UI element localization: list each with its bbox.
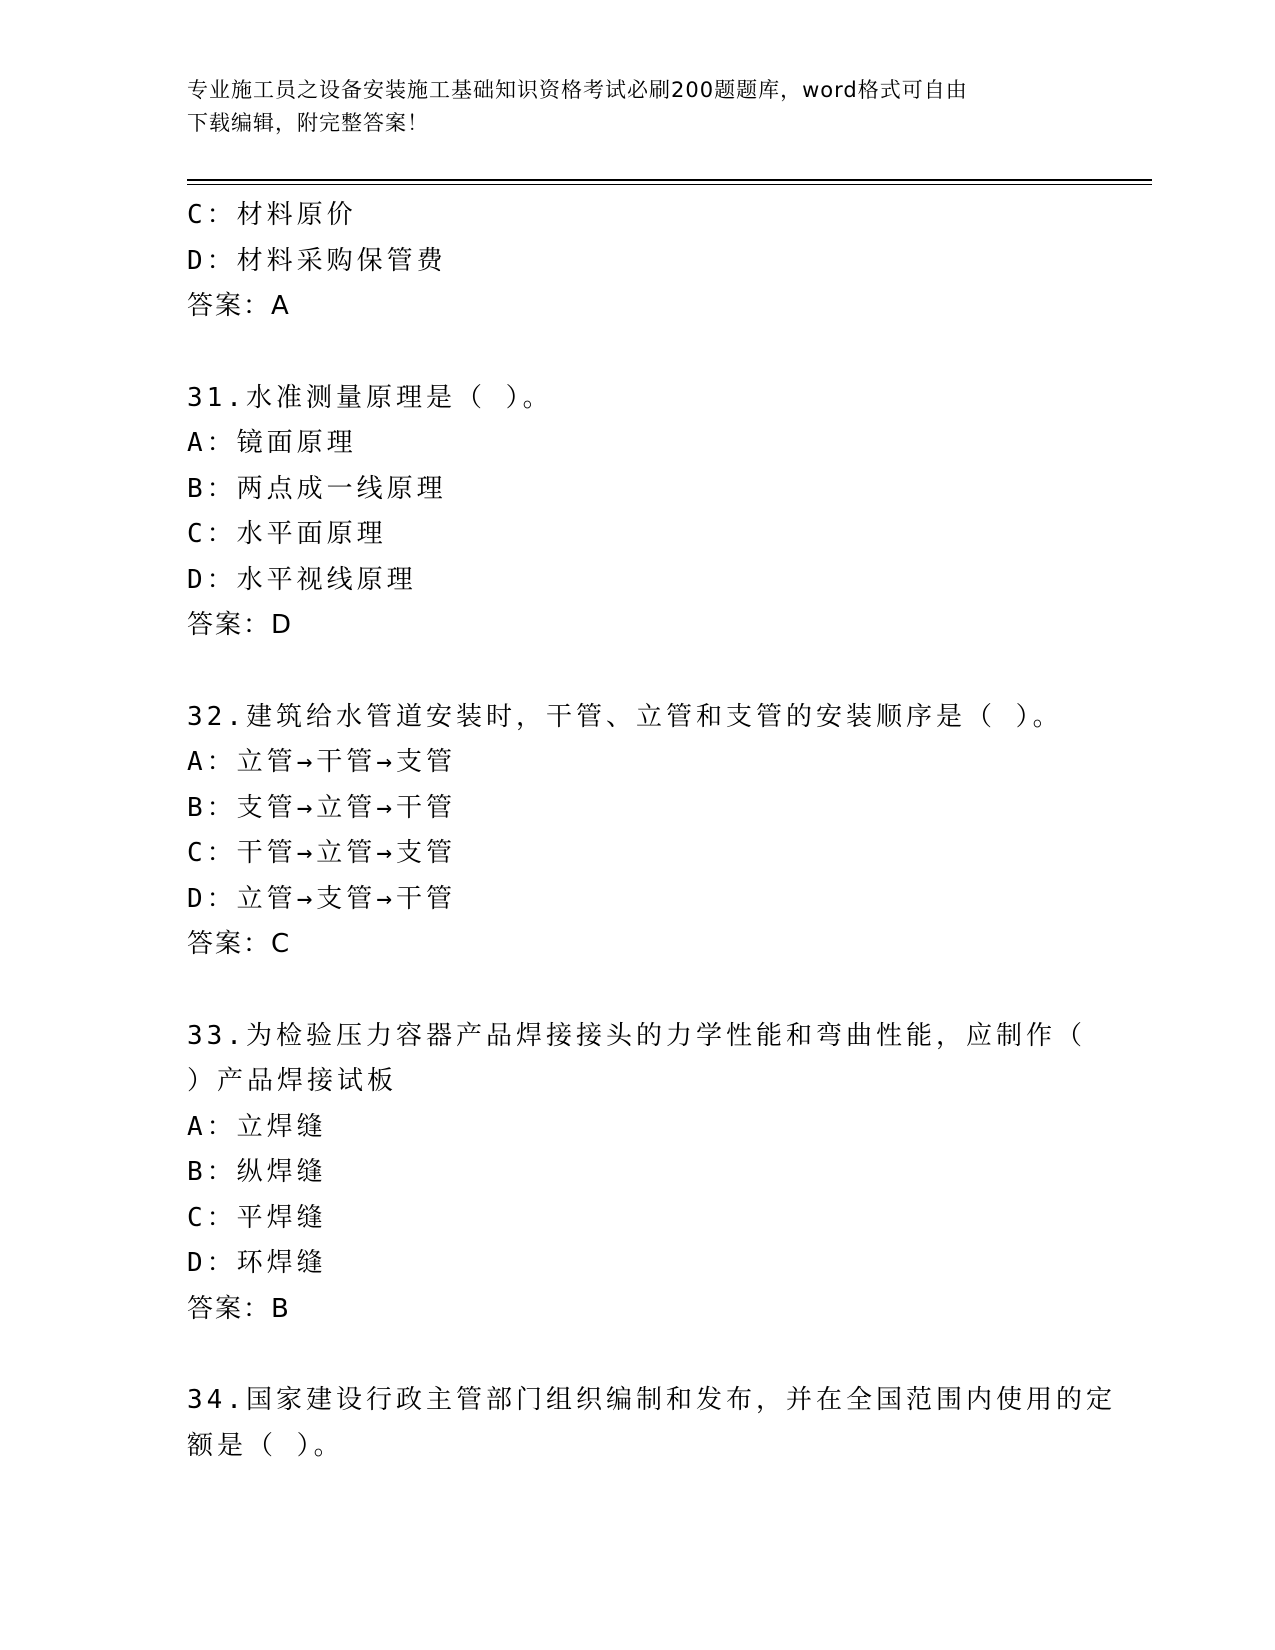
option-d: D：水平视线原理 <box>187 564 417 595</box>
option-d: D：立管→支管→干管 <box>187 883 456 914</box>
option-d: D：环焊缝 <box>187 1248 327 1278</box>
header-line-2: 下载编辑，附完整答案！ <box>187 111 429 135</box>
option-a: A：立管→干管→支管 <box>187 747 456 777</box>
question-stem: 31.水准测量原理是（ ）。 <box>187 382 553 413</box>
option-d: D：材料采购保管费 <box>187 245 447 276</box>
document-body <box>187 193 1116 1469</box>
option-b: B：两点成一线原理 <box>187 473 447 504</box>
answer: 答案：A <box>187 291 291 321</box>
option-a: A：镜面原理 <box>187 428 357 458</box>
option-b: B：纵焊缝 <box>187 1157 327 1187</box>
question-31 <box>187 376 1087 649</box>
document-header <box>187 74 1067 140</box>
option-c: C：水平面原理 <box>187 519 387 549</box>
question-34 <box>187 1378 1116 1469</box>
answer: 答案：D <box>187 610 294 640</box>
question-stem: 34.国家建设行政主管部门组织编制和发布，并在全国范围内使用的定 <box>187 1385 1116 1415</box>
question-33 <box>187 1014 1087 1333</box>
answer: 答案：C <box>187 929 292 959</box>
option-b: B：支管→立管→干管 <box>187 792 456 823</box>
option-c: C：干管→立管→支管 <box>187 838 456 868</box>
question-32 <box>187 695 1087 968</box>
option-c: C：材料原价 <box>187 200 357 230</box>
header-divider-bottom <box>187 184 1152 185</box>
question-30-continued <box>187 193 1087 330</box>
spacer <box>187 968 1087 1014</box>
spacer <box>187 1332 1087 1378</box>
header-divider-top <box>187 179 1152 181</box>
question-stem: 32.建筑给水管道安装时，干管、立管和支管的安装顺序是（ ）。 <box>187 701 1063 732</box>
question-stem: 33.为检验压力容器产品焊接接头的力学性能和弯曲性能，应制作（ <box>187 1020 1086 1051</box>
spacer <box>187 330 1087 376</box>
answer: 答案：B <box>187 1293 291 1324</box>
option-c: C：平焊缝 <box>187 1202 327 1233</box>
question-stem-continued: ）产品焊接试板 <box>187 1066 398 1096</box>
question-stem-continued: 额是（ ）。 <box>187 1430 344 1461</box>
option-a: A：立焊缝 <box>187 1111 327 1142</box>
spacer <box>187 649 1087 695</box>
header-line-1: 专业施工员之设备安装施工基础知识资格考试必刷200题题库，word格式可自由 <box>187 78 968 102</box>
